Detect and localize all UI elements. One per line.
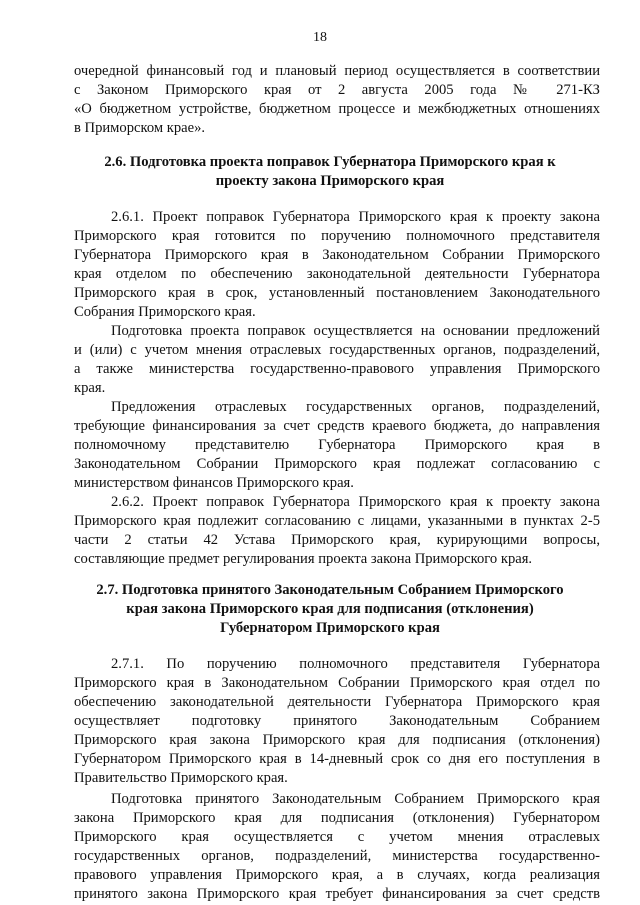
paragraph-line: требующие финансирования за счет средств краевого бюджета, до направления	[74, 418, 600, 434]
paragraph-line: Правительство Приморского края.	[74, 770, 288, 786]
paragraph-line: Предложения отраслевых государственных органов, подразделений,	[111, 399, 600, 415]
page-number: 18	[313, 30, 327, 45]
section-heading-2-6: 2.6. Подготовка проекта поправок Губернатора Приморского края к	[104, 154, 556, 170]
paragraph-line: министерством финансов Приморского края.	[74, 475, 354, 491]
paragraph-line: части 2 статьи 42 Устава Приморского края, курирующими вопросы,	[74, 532, 600, 548]
intro-line: с Законом Приморского края от 2 августа 2005 года № 271-КЗ	[74, 82, 600, 98]
paragraph-line: края.	[74, 380, 106, 396]
paragraph-line: Губернатором Приморского края в 14-дневный срок со дня его поступления в	[74, 751, 600, 767]
paragraph-line: Законодательном Собрании Приморского края подлежат согласованию с	[74, 456, 600, 472]
paragraph-line: Подготовка проекта поправок осуществляется на основании предложений	[111, 323, 600, 339]
paragraph-line: Приморского края закона Приморского края для подписания (отклонения)	[74, 732, 600, 748]
paragraph-line: правового управления Приморского края, а в случаях, когда реализация	[74, 867, 600, 883]
paragraph-line: 2.7.1. По поручению полномочного представителя Губернатора	[111, 656, 600, 672]
paragraph-line: обеспечению законодательной деятельности Губернатора Приморского края	[74, 694, 600, 710]
paragraph-line: осуществляет подготовку принятого Законодательным Собранием	[74, 713, 600, 729]
intro-line: «О бюджетном устройстве, бюджетном процессе и межбюджетных отношениях	[74, 101, 600, 117]
intro-line: в Приморском крае».	[74, 120, 206, 136]
section-heading-2-7: края закона Приморского края для подписания (отклонения)	[126, 601, 534, 617]
paragraph-line: государственных органов, подразделений, министерства государственно-	[74, 848, 600, 864]
paragraph-line: принятого закона Приморского края требует финансирования за счет средств	[74, 886, 600, 902]
paragraph-line: Собрания Приморского края.	[74, 304, 256, 320]
paragraph-line: Приморского края в срок, установленный постановлением Законодательного	[74, 285, 600, 301]
paragraph-line: Губернатора Приморского края в Законодательном Собрании Приморского	[74, 247, 600, 263]
paragraph-line: Приморского края готовится по поручению полномочного представителя	[74, 228, 600, 244]
paragraph-line: закона Приморского края для подписания (отклонения) Губернатором	[74, 810, 600, 826]
paragraph-line: и (или) с учетом мнения отраслевых государственных органов, подразделений,	[74, 342, 600, 358]
paragraph-line: Подготовка принятого Законодательным Собранием Приморского края	[111, 791, 600, 807]
paragraph-line: составляющие предмет регулирования проекта закона Приморского края.	[74, 551, 533, 567]
paragraph-line: полномочному представителю Губернатора Приморского края в	[74, 437, 600, 453]
paragraph-line: Приморского края в Законодательном Собрании Приморского края отдел по	[74, 675, 600, 691]
paragraph-line: а также министерства государственно-правового управления Приморского	[74, 361, 600, 377]
paragraph-line: края отделом по обеспечению законодательной деятельности Губернатора	[74, 266, 600, 282]
section-heading-2-7: 2.7. Подготовка принятого Законодательным Собранием Приморского	[96, 582, 564, 598]
section-heading-2-7: Губернатором Приморского края	[220, 620, 440, 636]
section-heading-2-6: проекту закона Приморского края	[215, 173, 445, 189]
paragraph-line: Приморского края подлежит согласованию с лицами, указанными в пунктах 2-5	[74, 513, 600, 529]
intro-line: очередной финансовый год и плановый период осуществляется в соответствии	[74, 63, 600, 79]
paragraph-line: Приморского края осуществляется с учетом мнения отраслевых	[74, 829, 600, 845]
paragraph-line: 2.6.1. Проект поправок Губернатора Приморского края к проекту закона	[111, 209, 600, 225]
paragraph-line: 2.6.2. Проект поправок Губернатора Приморского края к проекту закона	[111, 494, 600, 510]
